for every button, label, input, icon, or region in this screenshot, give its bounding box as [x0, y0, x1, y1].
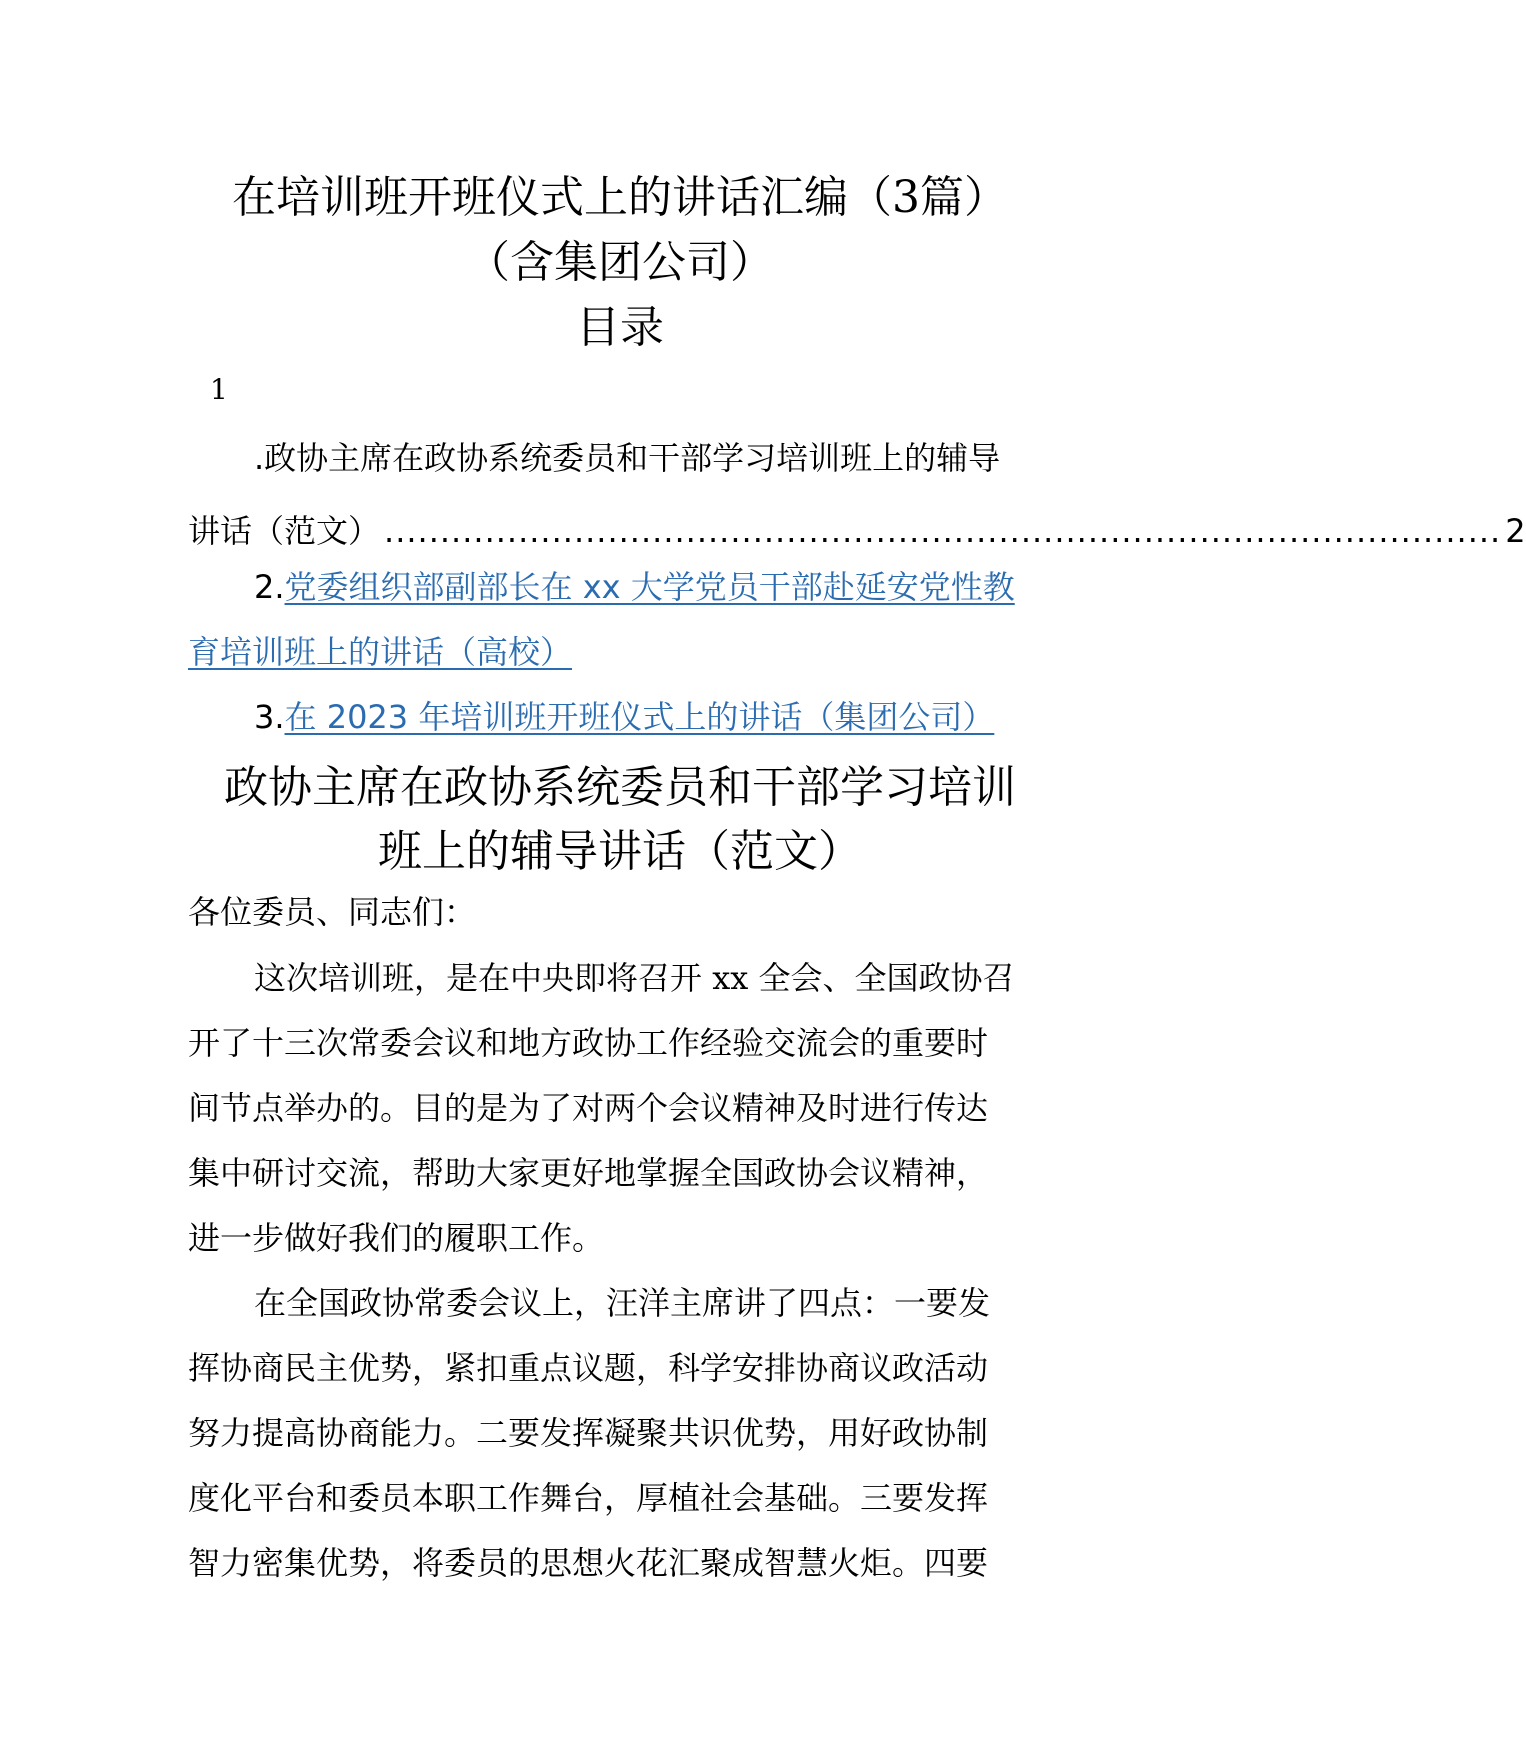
document-title-line2: （含集团公司）: [466, 237, 774, 288]
toc-item2-line2[interactable]: [188, 633, 573, 671]
title-suffix: 篇）: [920, 172, 1008, 223]
title-prefix: 在培训班开班仪式上的讲话汇编（: [232, 172, 892, 223]
toc-item1-line2[interactable]: 讲话（范文）: [188, 512, 381, 550]
toc-heading: 目录: [576, 302, 664, 353]
para2-line2: 挥协商民主优势，紧扣重点议题，科学安排协商议政活动: [188, 1349, 989, 1387]
toc-item2-line1[interactable]: [254, 568, 1015, 606]
toc-item3-number: 3.: [254, 698, 285, 736]
para2-line1: 在全国政协常委会议上，汪洋主席讲了四点：一要发: [254, 1284, 991, 1322]
toc-item2-number: 2.: [254, 568, 285, 606]
para2-line5: 智力密集优势，将委员的思想火花汇聚成智慧火炬。四要: [188, 1544, 989, 1582]
para1-line1: [254, 959, 1015, 997]
para1-line4: 集中研讨交流，帮助大家更好地掌握全国政协会议精神，: [188, 1154, 989, 1192]
toc-item1-page: 2: [1505, 512, 1526, 550]
para1-line1-xx: xx: [712, 959, 749, 997]
toc-item1-line2-row[interactable]: [188, 507, 1526, 550]
salutation: 各位委员、同志们：: [188, 893, 477, 931]
para1-line2: 开了十三次常委会议和地方政协工作经验交流会的重要时: [188, 1024, 989, 1062]
toc-item3[interactable]: [254, 698, 995, 736]
para1-line1-a: 这次培训班，是在中央即将召开: [254, 959, 713, 997]
toc-number: 1: [210, 373, 228, 406]
para1-line3: 间节点举办的。目的是为了对两个会议精神及时进行传达: [188, 1089, 989, 1127]
para1-line1-b: 全会、全国政协召: [748, 959, 1015, 997]
toc-item2-link-cont[interactable]: 育培训班上的讲话（高校）: [188, 633, 573, 671]
section-title-line2: 班上的辅导讲话（范文）: [378, 826, 862, 877]
toc-item3-link[interactable]: 在 2023 年培训班开班仪式上的讲话（集团公司）: [284, 698, 995, 736]
para1-line5: 进一步做好我们的履职工作。: [188, 1219, 605, 1257]
section-title-line1: 政协主席在政协系统委员和干部学习培训: [224, 762, 1016, 813]
para2-line4: 度化平台和委员本职工作舞台，厚植社会基础。三要发挥: [188, 1479, 989, 1517]
title-count: 3: [892, 172, 920, 223]
document-title-line1: [0, 172, 1240, 223]
toc-item1-line1[interactable]: .政协主席在政协系统委员和干部学习培训班上的辅导: [254, 439, 1001, 477]
para2-line3: 努力提高协商能力。二要发挥凝聚共识优势，用好政协制: [188, 1414, 989, 1452]
toc-leader-dots: ....................................................................................................: [384, 512, 1502, 550]
toc-item2-link[interactable]: 党委组织部副部长在 xx 大学党员干部赴延安党性教: [284, 568, 1015, 606]
